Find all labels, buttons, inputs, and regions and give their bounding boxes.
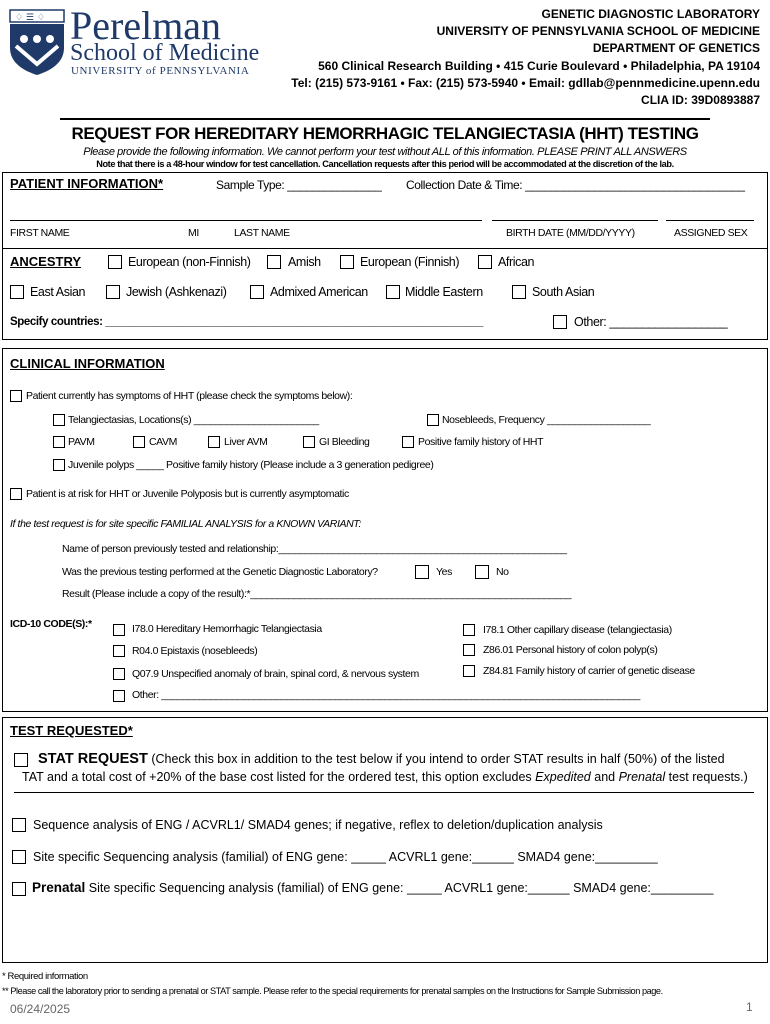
birthdate-line[interactable] bbox=[492, 220, 658, 221]
prev-yes-checkbox[interactable] bbox=[415, 565, 429, 579]
ancestry-rule bbox=[2, 248, 768, 249]
stat-and: and bbox=[590, 770, 619, 784]
icd-r040-checkbox[interactable] bbox=[113, 645, 125, 657]
ancestry-european-nonfinnish-checkbox[interactable] bbox=[108, 255, 122, 269]
ancestry-heading: ANCESTRY bbox=[10, 254, 82, 269]
icd-other-field[interactable]: Other: ________________________________________________________________________________________ bbox=[132, 689, 640, 701]
collection-date-field[interactable]: Collection Date & Time: ___________________________________ bbox=[406, 178, 745, 192]
logo-university: UNIVERSITY of PENNSYLVANIA bbox=[71, 65, 250, 77]
stat-bold: STAT REQUEST bbox=[38, 751, 148, 767]
footer-date: 06/24/2025 bbox=[10, 1002, 71, 1016]
lab-school: UNIVERSITY OF PENNSYLVANIA SCHOOL OF MEDICINE bbox=[436, 24, 760, 39]
icd-q079-label: Q07.9 Unspecified anomaly of brain, spinal cord, & nervous system bbox=[132, 668, 419, 680]
icd-label: ICD-10 CODE(S):* bbox=[10, 618, 92, 630]
ancestry-other-field[interactable]: Other: __________________ bbox=[574, 315, 728, 329]
icd-i781-label: I78.1 Other capillary disease (telangiectasia) bbox=[483, 624, 672, 636]
familial-intro: If the test request is for site specific FAMILIAL ANALYSIS for a KNOWN VARIANT: bbox=[10, 518, 362, 530]
at-risk-checkbox[interactable] bbox=[10, 488, 22, 500]
positive-family-label: Positive family history of HHT bbox=[418, 436, 544, 448]
clinical-section bbox=[2, 348, 768, 712]
test-prenatal-checkbox[interactable] bbox=[12, 882, 26, 896]
icd-i780-checkbox[interactable] bbox=[113, 624, 125, 636]
mi-label: MI bbox=[188, 227, 199, 239]
form-title: REQUEST FOR HEREDITARY HEMORRHAGIC TELANGIECTASIA (HHT) TESTING bbox=[71, 124, 699, 143]
form-note: Note that there is a 48-hour window for test cancellation. Cancellation requests after this period will be accommodated at the discretion of the lab. bbox=[96, 159, 674, 169]
specify-countries-field[interactable]: Specify countries: _______________________________________________________________ bbox=[10, 316, 484, 328]
first-name-label: FIRST NAME bbox=[10, 227, 70, 239]
prev-yes-label: Yes bbox=[436, 566, 452, 578]
icd-i780-label: I78.0 Hereditary Hemorrhagic Telangiectasia bbox=[132, 623, 322, 635]
icd-z8481-checkbox[interactable] bbox=[463, 665, 475, 677]
positive-family-checkbox[interactable] bbox=[402, 436, 414, 448]
ancestry-african-checkbox[interactable] bbox=[478, 255, 492, 269]
shield-icon bbox=[8, 8, 66, 76]
stat-line2a: TAT and a total cost of +20% of the base cost listed for the ordered test, this option excludes bbox=[22, 770, 536, 784]
ancestry-admixed-label: Admixed American bbox=[270, 285, 368, 299]
icd-other-checkbox[interactable] bbox=[113, 690, 125, 702]
sample-type-field[interactable]: Sample Type: _______________ bbox=[216, 178, 382, 192]
form-subtitle: Please provide the following information. We cannot perform your test without ALL of this information. PLEASE PRINT ALL ANSWERS bbox=[83, 146, 687, 158]
birth-date-label: BIRTH DATE (MM/DD/YYYY) bbox=[506, 227, 635, 239]
test-prenatal-bold: Prenatal bbox=[32, 880, 86, 895]
lab-contact: Tel: (215) 573-9161 • Fax: (215) 573-5940 • Email: gdllab@pennmedicine.upenn.edu bbox=[291, 75, 760, 90]
lab-name: GENETIC DIAGNOSTIC LABORATORY bbox=[541, 7, 760, 21]
logo-perelman: Perelman bbox=[70, 3, 222, 48]
clinical-heading: CLINICAL INFORMATION bbox=[10, 356, 165, 371]
at-risk-label: Patient is at risk for HHT or Juvenile Polyposis but is currently asymptomatic bbox=[26, 488, 349, 500]
ancestry-south-asian-label: South Asian bbox=[532, 285, 595, 299]
symptoms-checkbox[interactable] bbox=[10, 390, 22, 402]
icd-i781-checkbox[interactable] bbox=[463, 624, 475, 636]
nosebleeds-label: Nosebleeds, Frequency ___________________ bbox=[442, 414, 651, 426]
icd-r040-label: R04.0 Epistaxis (nosebleeds) bbox=[132, 645, 258, 657]
ancestry-admixed-checkbox[interactable] bbox=[250, 285, 264, 299]
stat-line-2 bbox=[22, 770, 748, 784]
liver-avm-label: Liver AVM bbox=[224, 436, 268, 448]
test-site-checkbox[interactable] bbox=[12, 850, 26, 864]
ancestry-jewish-label: Jewish (Ashkenazi) bbox=[126, 285, 227, 299]
cavm-checkbox[interactable] bbox=[133, 436, 145, 448]
stat-line-1 bbox=[38, 751, 725, 767]
lab-department: DEPARTMENT OF GENETICS bbox=[592, 41, 760, 56]
prev-no-checkbox[interactable] bbox=[475, 565, 489, 579]
name-previously-tested-field[interactable]: Name of person previously tested and relationship:_____________________________________________________ bbox=[62, 543, 567, 555]
lab-clia: CLIA ID: 39D0893887 bbox=[641, 93, 760, 108]
icd-z8481-label: Z84.81 Family history of carrier of genetic disease bbox=[483, 665, 695, 677]
previous-testing-question: Was the previous testing performed at the Genetic Diagnostic Laboratory? bbox=[62, 566, 378, 578]
svg-text:♢ ☰ ♢: ♢ ☰ ♢ bbox=[15, 13, 45, 23]
name-line[interactable] bbox=[10, 220, 482, 221]
pavm-label: PAVM bbox=[68, 436, 95, 448]
stat-rule bbox=[14, 792, 754, 793]
ancestry-east-asian-checkbox[interactable] bbox=[10, 285, 24, 299]
stat-checkbox[interactable] bbox=[14, 753, 28, 767]
stat-prenatal: Prenatal bbox=[618, 770, 666, 784]
symptoms-label: Patient currently has symptoms of HHT (please check the symptoms below): bbox=[26, 390, 353, 402]
lab-address: 560 Clinical Research Building • 415 Curie Boulevard • Philadelphia, PA 19104 bbox=[318, 58, 760, 73]
ancestry-amish-label: Amish bbox=[288, 255, 321, 269]
last-name-label: LAST NAME bbox=[234, 227, 290, 239]
test-site-label: Site specific Sequencing analysis (familial) of ENG gene: _____ ACVRL1 gene:______ SMAD4 gene:_________ bbox=[33, 850, 658, 864]
juvenile-polyps-checkbox[interactable] bbox=[53, 459, 65, 471]
ancestry-european-finnish-checkbox[interactable] bbox=[340, 255, 354, 269]
telangiectasias-checkbox[interactable] bbox=[53, 414, 65, 426]
ancestry-middle-eastern-checkbox[interactable] bbox=[386, 285, 400, 299]
icd-q079-checkbox[interactable] bbox=[113, 668, 125, 680]
test-seq-label: Sequence analysis of ENG / ACVRL1/ SMAD4 genes; if negative, reflex to deletion/duplication analysis bbox=[33, 818, 603, 832]
ancestry-european-finnish-label: European (Finnish) bbox=[360, 255, 460, 269]
gi-bleeding-label: GI Bleeding bbox=[319, 436, 370, 448]
ancestry-middle-eastern-label: Middle Eastern bbox=[405, 285, 483, 299]
lab-info bbox=[291, 6, 760, 109]
footer-required: * Required information bbox=[2, 971, 88, 982]
stat-text: (Check this box in addition to the test below if you intend to order STAT results in half (50%) of the listed bbox=[151, 752, 725, 766]
stat-expedited: Expedited bbox=[535, 770, 591, 784]
prev-no-label: No bbox=[496, 566, 509, 578]
penn-logo bbox=[8, 3, 260, 78]
footer-note: ** Please call the laboratory prior to sending a prenatal or STAT sample. Please refer to the special requirements for prenatal samples on the Instructions for Sample Submission page. bbox=[2, 986, 663, 996]
pavm-checkbox[interactable] bbox=[53, 436, 65, 448]
result-field[interactable]: Result (Please include a copy of the result):*___________________________________________________________ bbox=[62, 588, 572, 600]
icd-z8601-checkbox[interactable] bbox=[463, 644, 475, 656]
telangiectasias-label: Telangiectasias, Locations(s) _______________________ bbox=[68, 414, 319, 426]
ancestry-amish-checkbox[interactable] bbox=[267, 255, 281, 269]
footer-page: 1 bbox=[746, 1000, 753, 1014]
stat-end: test requests.) bbox=[665, 770, 748, 784]
ancestry-african-label: African bbox=[498, 255, 535, 269]
juvenile-polyps-label: Juvenile polyps _____ Positive family history (Please include a 3 generation pedigree) bbox=[68, 459, 434, 471]
assigned-sex-label: ASSIGNED SEX bbox=[674, 227, 748, 239]
test-heading: TEST REQUESTED* bbox=[10, 723, 133, 738]
ancestry-south-asian-checkbox[interactable] bbox=[512, 285, 526, 299]
logo-school: School of Medicine bbox=[70, 40, 260, 66]
ancestry-other-checkbox[interactable] bbox=[553, 315, 567, 329]
icd-z8601-label: Z86.01 Personal history of colon polyp(s) bbox=[483, 644, 658, 656]
header-rule bbox=[60, 118, 710, 120]
nosebleeds-checkbox[interactable] bbox=[427, 414, 439, 426]
test-prenatal-label: Site specific Sequencing analysis (familial) of ENG gene: _____ ACVRL1 gene:______ SMAD4 gene:_________ bbox=[85, 881, 714, 895]
test-seq-checkbox[interactable] bbox=[12, 818, 26, 832]
cavm-label: CAVM bbox=[149, 436, 177, 448]
sex-line[interactable] bbox=[666, 220, 754, 221]
patient-heading: PATIENT INFORMATION* bbox=[10, 176, 164, 191]
ancestry-jewish-checkbox[interactable] bbox=[106, 285, 120, 299]
gi-bleeding-checkbox[interactable] bbox=[303, 436, 315, 448]
ancestry-east-asian-label: East Asian bbox=[30, 285, 86, 299]
ancestry-european-nonfinnish-label: European (non-Finnish) bbox=[128, 255, 251, 269]
test-prenatal-line bbox=[32, 880, 713, 895]
liver-avm-checkbox[interactable] bbox=[208, 436, 220, 448]
